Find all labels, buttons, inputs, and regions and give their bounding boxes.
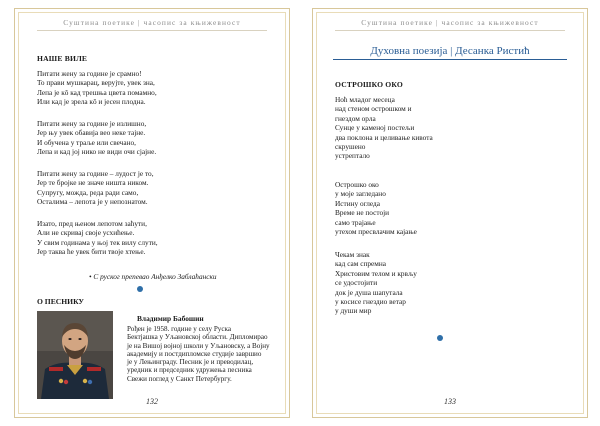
bio-line: је у Лењинграду. Песник је и преводилац, — [127, 358, 254, 367]
verse-line: Питати жену за године – лудост је то, — [37, 169, 154, 178]
verse-line: само трајање — [335, 217, 376, 227]
verse-line: Ноћ младог месеца — [335, 95, 395, 104]
right-page — [312, 8, 588, 418]
page-number: 132 — [146, 397, 158, 406]
translator-credit: • С руског препевао Анђелко Заблаћански — [89, 272, 217, 281]
bio-line: Рођен је 1958. године у селу Руска — [127, 325, 231, 333]
divider — [335, 30, 565, 31]
verse-line: Истину огледа — [335, 198, 380, 208]
verse-line: се удостојити — [335, 278, 378, 288]
ornament-dot — [137, 286, 143, 292]
stanza — [335, 95, 433, 161]
verse-line: два поклона и целивање кивота — [335, 132, 433, 142]
verse-line: У свим годинама у њој тек вилу слути, — [37, 237, 158, 247]
verse-line: Лепа и кад јој нико не види очи сјајне. — [37, 147, 157, 157]
bio-line: Бектјашка у Уљановској области. Дипломирао — [127, 333, 268, 342]
stanza — [37, 69, 157, 107]
stanza — [335, 250, 417, 316]
author-name: Владимир Бабошин — [137, 314, 204, 323]
divider — [37, 30, 267, 31]
verse-line: у моје загледано — [335, 189, 386, 199]
stanza — [37, 169, 154, 207]
verse-line: Острошко око — [335, 180, 379, 189]
verse-line: Али не скривај своје усхићење. — [37, 228, 135, 238]
stanza — [335, 180, 417, 236]
verse-line: Изато, пред њеном лепотом заћути, — [37, 219, 147, 228]
verse-line: Питати жену за године је срамно! — [37, 69, 142, 78]
verse-line: Сунце у каменој постељи — [335, 123, 415, 133]
verse-line: у косисе гнездио ветар — [335, 297, 406, 307]
author-bio — [127, 325, 279, 383]
verse-line: Јер таква ће увек бити твоје хтење. — [37, 247, 146, 257]
verse-line: То прави мушкарац, верујте, увек зна, — [37, 78, 155, 88]
verse-line: Осталима – лепота је у непознатом. — [37, 197, 148, 207]
verse-line: устрептало — [335, 151, 370, 161]
author-photo — [37, 311, 113, 399]
bio-line: је на Вишој војној школи у Уљановску, а Војну — [127, 341, 270, 350]
verse-line: Јер њу увек обавија вео неке тајне. — [37, 128, 146, 138]
running-head: Суштина поетике | часопис за књижевност — [361, 18, 539, 27]
poem-title: ОСТРОШКО ОКО — [335, 80, 404, 89]
verse-line: у души мир — [335, 306, 372, 316]
section-title: О ПЕСНИКУ — [37, 297, 85, 306]
verse-line: Христовим телом и крвљу — [335, 268, 417, 278]
verse-line: утехом пресвлачим кајање — [335, 227, 417, 237]
running-head: Суштина поетике | часопис за књижевност — [63, 18, 241, 27]
poem-title: НАШЕ ВИЛЕ — [37, 54, 88, 63]
ornament-dot — [437, 335, 443, 341]
verse-line: гнездом орла — [335, 113, 376, 123]
verse-line: Или кад је зрела кô и јесен плодна. — [37, 97, 146, 107]
bio-line: Свежи поглед у Санкт Петербургу. — [127, 374, 232, 383]
verse-line: Време не постоји — [335, 208, 390, 218]
stanza — [37, 219, 158, 257]
verse-line: Јер те бројке не значе ништа ником. — [37, 178, 149, 188]
bio-line: уредник и председник удружења песника — [127, 366, 252, 375]
bio-line: академију и постдипломске студије завршио — [127, 349, 262, 358]
verse-line: кад сам спремна — [335, 259, 387, 269]
verse-line: Лепа је кô кад трешња цвета помамно, — [37, 87, 157, 97]
verse-line: Супругу, можда, реда ради само, — [37, 187, 139, 197]
verse-line: Питати жену за године је излишно, — [37, 119, 147, 128]
verse-line: Чекам знак — [335, 250, 370, 259]
section-header: Духовна поезија | Десанка Ристић — [333, 45, 567, 60]
verse-line: И обучена у траље или свечано, — [37, 137, 136, 147]
left-page — [14, 8, 290, 418]
page-number: 133 — [444, 397, 456, 406]
stanza — [37, 119, 156, 157]
verse-line: скрушено — [335, 142, 366, 152]
verse-line: док је душа шапутала — [335, 287, 403, 297]
verse-line: над стеном острошком и — [335, 104, 412, 114]
